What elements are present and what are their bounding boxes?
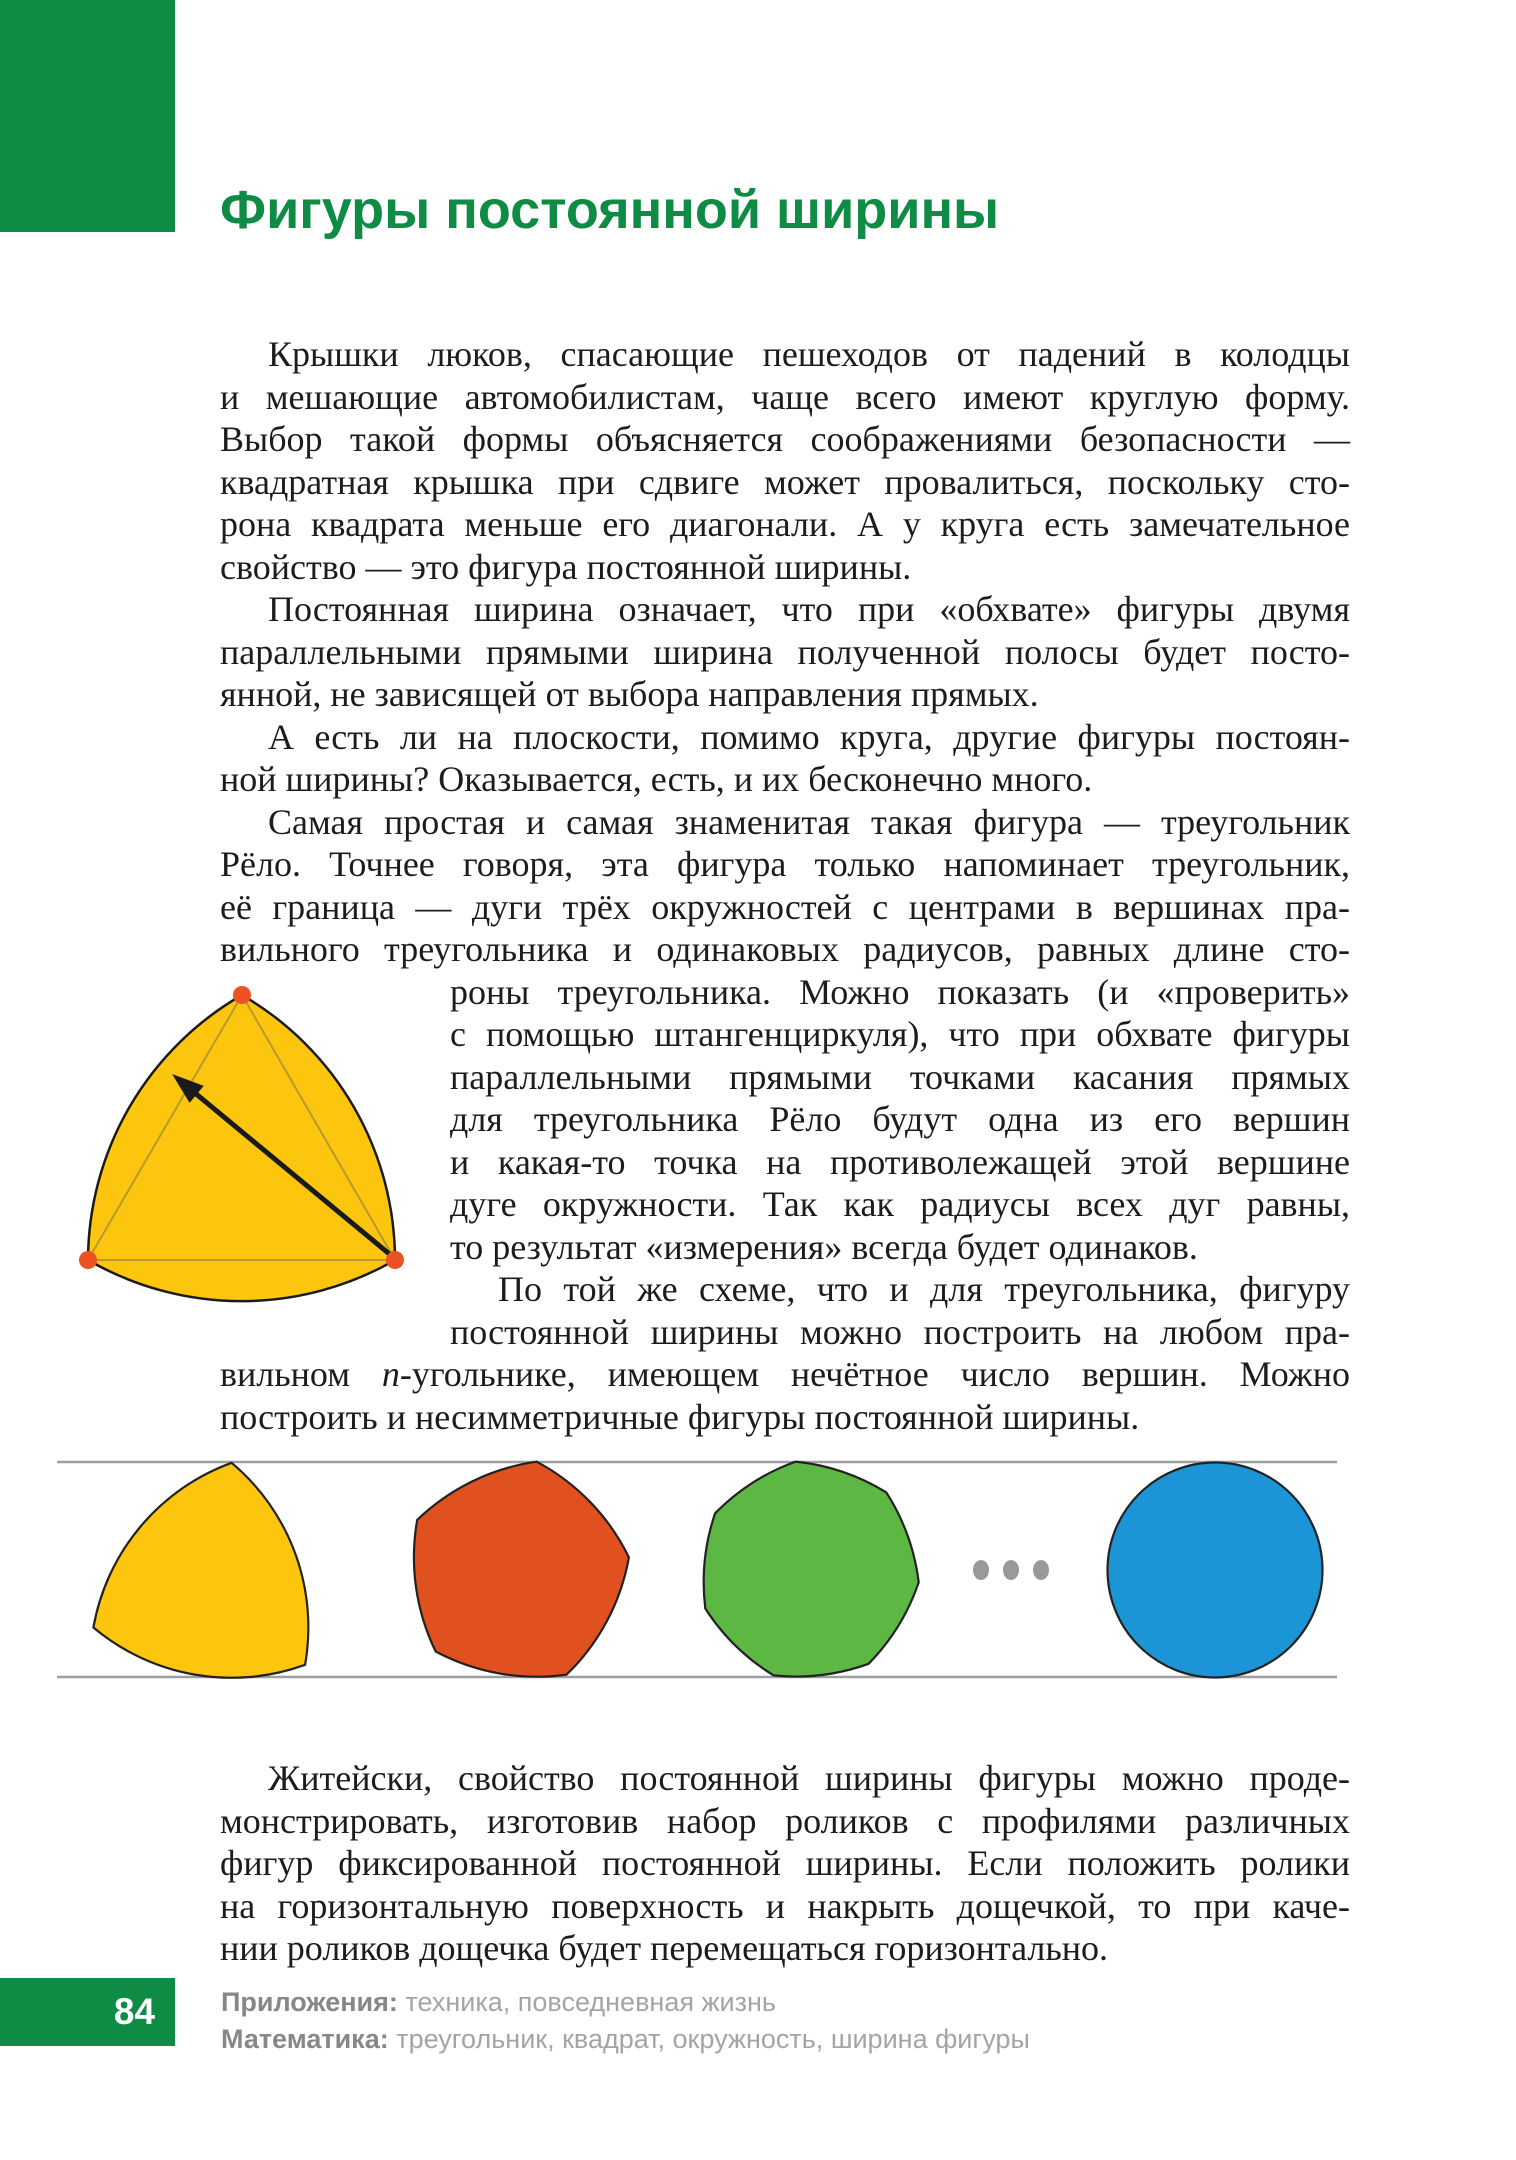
text-segment: -угольнике, имеющем нечётное число вершин. Можно bbox=[399, 1354, 1350, 1394]
text-line: постоянной ширины можно построить на любом пра- bbox=[450, 1311, 1350, 1352]
footer-tag-value: техника, повседневная жизнь bbox=[397, 1987, 776, 2017]
text-line: квадратная крышка при сдвиге может провалиться, поскольку сто- bbox=[220, 461, 1350, 502]
width-arrow-shaft bbox=[192, 1091, 393, 1257]
inner-triangle-edge bbox=[88, 995, 242, 1260]
text-line: дуге окружности. Так как радиусы всех дуг равны, bbox=[450, 1184, 1350, 1224]
text-line: и мешающие автомобилистам, чаще всего имеют круглую форму. bbox=[220, 376, 1350, 417]
text-line: Рёло. Точнее говоря, эта фигура только напоминает треугольник, bbox=[220, 844, 1350, 884]
page-title: Фигуры постоянной ширины bbox=[220, 180, 1000, 240]
footer-tag-value: треугольник, квадрат, окружность, ширина фигуры bbox=[388, 2024, 1030, 2054]
strip-shape-reuleaux-3 bbox=[93, 1463, 308, 1678]
vertex-dot bbox=[233, 986, 251, 1004]
text-line: параллельными прямыми точками касания прямых bbox=[450, 1056, 1350, 1097]
ellipsis-dot bbox=[973, 1560, 989, 1580]
text-line: на горизонтальную поверхность и накрыть дощечкой, то при каче- bbox=[220, 1885, 1350, 1926]
variable-n: n bbox=[381, 1354, 400, 1394]
strip-shape-reuleaux-7 bbox=[704, 1462, 919, 1677]
inner-triangle-edge bbox=[242, 995, 395, 1260]
text-line: фигур фиксированной постоянной ширины. Если положить ролики bbox=[220, 1843, 1350, 1883]
text-line: и какая-то точка на противолежащей этой вершине bbox=[450, 1141, 1350, 1182]
text-line: построить и несимметричные фигуры постоянной ширины. bbox=[220, 1396, 1140, 1437]
page-number: 84 bbox=[113, 1991, 155, 2032]
footer-tags bbox=[221, 1984, 1030, 2058]
reuleaux-triangle bbox=[88, 995, 395, 1301]
text-line: Выбор такой формы объясняется соображениями безопасности — bbox=[220, 419, 1350, 459]
text-line: А есть ли на плоскости, помимо круга, другие фигуры постоян- bbox=[268, 716, 1350, 757]
text-line: Самая простая и самая знаменитая такая фигура — треугольник bbox=[268, 801, 1350, 842]
text-line: Крышки люков, спасающие пешеходов от падений в колодцы bbox=[268, 334, 1350, 374]
text-line: вильного треугольника и одинаковых радиусов, равных длине сто- bbox=[220, 929, 1350, 969]
page-number-badge bbox=[0, 1978, 175, 2046]
chapter-color-block bbox=[0, 0, 175, 232]
text-line: её граница — дуги трёх окружностей с центрами в вершинах пра- bbox=[220, 886, 1350, 927]
footer-tag-math bbox=[221, 2021, 1030, 2058]
text-line: монстрировать, изготовив набор роликов с профилями различных bbox=[220, 1800, 1350, 1841]
text-line: то результат «измерения» всегда будет одинаков. bbox=[450, 1226, 1198, 1267]
text-line: для треугольника Рёло будут одна из его вершин bbox=[450, 1099, 1350, 1139]
strip-shape-circle bbox=[1108, 1463, 1323, 1678]
text-line: По той же схеме, что и для треугольника, фигуру bbox=[498, 1269, 1350, 1309]
text-line: ной ширины? Оказывается, есть, и их бесконечно много. bbox=[220, 759, 1093, 799]
width-arrow-head bbox=[172, 1074, 204, 1103]
text-line: рона квадрата меньше его диагонали. А у круга есть замечательное bbox=[220, 504, 1350, 544]
footer-tag-applications bbox=[221, 1984, 1030, 2021]
text-line: параллельными прямыми ширина полученной полосы будет посто- bbox=[220, 631, 1350, 672]
text-segment: вильном bbox=[220, 1354, 382, 1394]
footer-tag-label: Математика: bbox=[221, 2024, 389, 2054]
text-line: Постоянная ширина означает, что при «обхвате» фигуры двумя bbox=[268, 589, 1350, 629]
ellipsis-dot bbox=[1003, 1560, 1019, 1580]
text-line: с помощью штангенциркуля), что при обхвате фигуры bbox=[450, 1014, 1350, 1054]
text-line: Житейски, свойство постоянной ширины фигуры можно проде- bbox=[268, 1758, 1350, 1798]
vertex-dot bbox=[79, 1251, 97, 1269]
text-line: янной, не зависящей от выбора направления прямых. bbox=[220, 674, 1039, 714]
text-line: нии роликов дощечка будет перемещаться горизонтально. bbox=[220, 1928, 1109, 1968]
ellipsis-dot bbox=[1033, 1560, 1049, 1580]
text-line bbox=[220, 1353, 1350, 1396]
text-line: свойство — это фигура постоянной ширины. bbox=[220, 546, 912, 587]
text-line: роны треугольника. Можно показать (и «проверить» bbox=[450, 971, 1350, 1012]
strip-shape-reuleaux-5 bbox=[414, 1462, 629, 1677]
footer-tag-label: Приложения: bbox=[221, 1987, 398, 2017]
vertex-dot bbox=[386, 1251, 404, 1269]
